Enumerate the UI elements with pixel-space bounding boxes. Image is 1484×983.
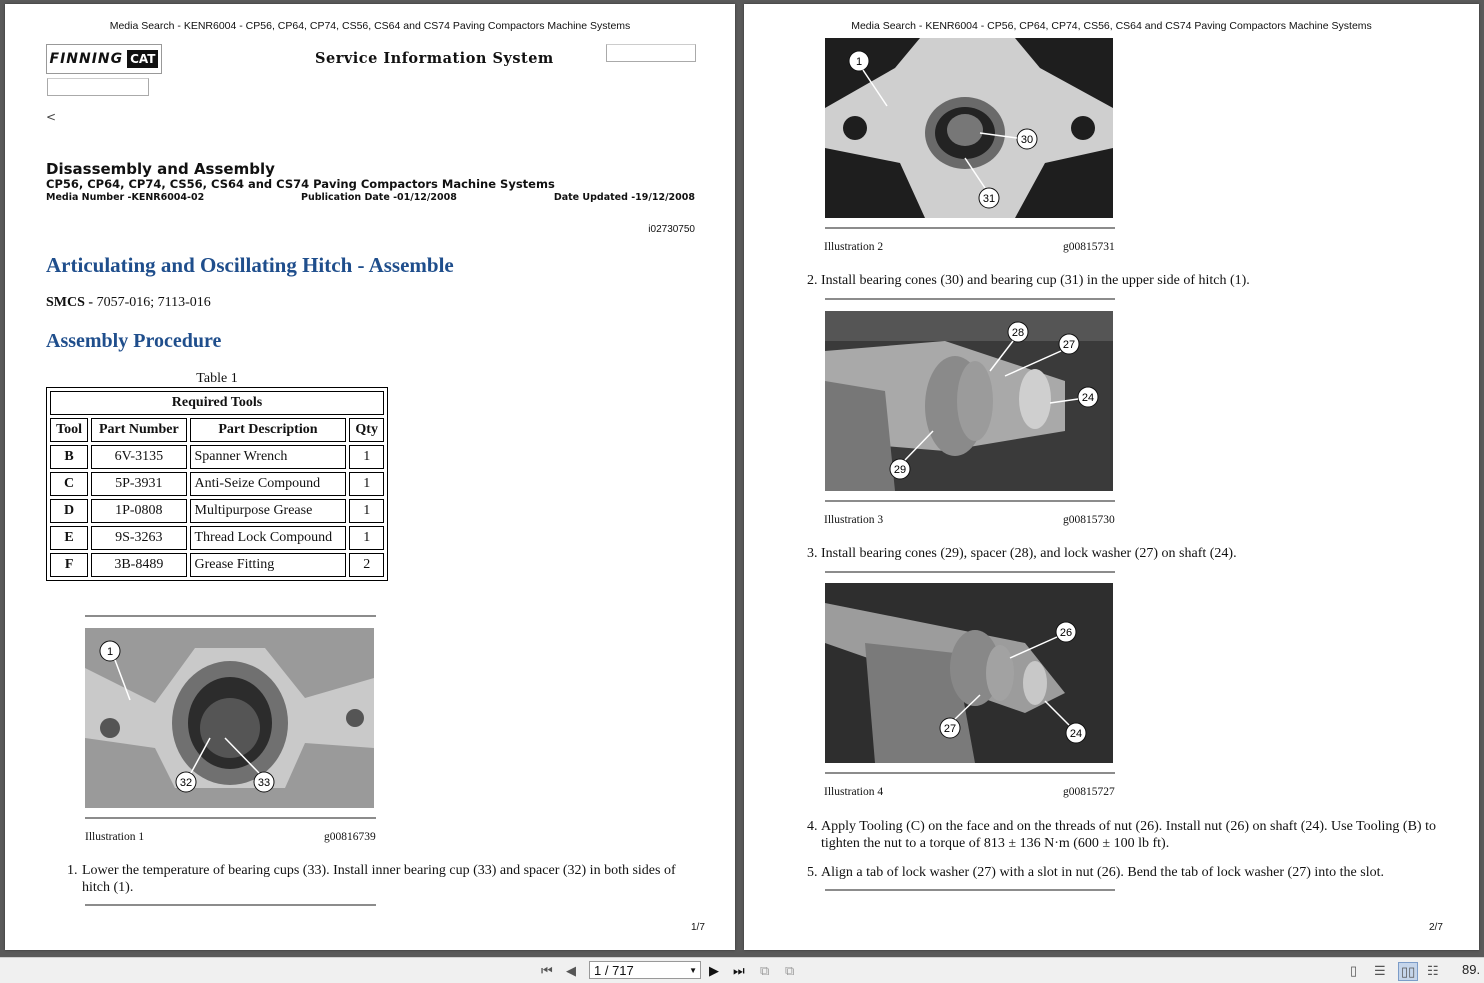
section-heading: Assembly Procedure [46, 330, 222, 352]
cell-part-number: 6V-3135 [91, 445, 186, 469]
illustration-1-photo [85, 628, 374, 808]
callout-label: 26 [1059, 627, 1073, 639]
sis-title: Service Information System [315, 50, 554, 67]
divider [85, 904, 376, 906]
step-number: 5. [807, 865, 818, 880]
pdf-page-2 [744, 4, 1479, 950]
cell-qty: 1 [349, 472, 384, 496]
required-tools-table [46, 387, 388, 581]
cell-qty: 2 [349, 553, 384, 577]
illustration-label: Illustration 4 [824, 786, 884, 798]
page-number: 1/7 [691, 922, 705, 933]
date-updated: Date Updated -19/12/2008 [553, 192, 695, 203]
cell-description: Multipurpose Grease [190, 499, 347, 523]
step-number: 1. [67, 863, 78, 878]
paste-icon[interactable]: ⧉ [785, 963, 795, 978]
cell-description: Anti-Seize Compound [190, 472, 347, 496]
table-row [50, 499, 384, 523]
table-row [50, 526, 384, 550]
cell-part-number: 9S-3263 [91, 526, 186, 550]
illustration-4-photo [825, 583, 1113, 763]
cell-description: Spanner Wrench [190, 445, 347, 469]
smcs-value: 7057-016; 7113-016 [93, 295, 211, 310]
step-text: Install bearing cones (30) and bearing cup (31) in the upper side of hitch (1). [821, 273, 1250, 288]
last-page-icon[interactable]: ⏭ [733, 963, 745, 978]
prev-page-icon[interactable]: ◀ [566, 963, 576, 978]
callout-label: 28 [1011, 327, 1025, 339]
illustration-label: Illustration 1 [85, 831, 145, 843]
empty-field-right [606, 44, 696, 62]
single-page-icon[interactable]: ▯ [1350, 963, 1358, 978]
smcs-label: SMCS - [46, 295, 94, 310]
finning-cat-logo [46, 44, 162, 74]
graphic-id: g00815731 [1063, 241, 1115, 253]
table-title: Required Tools [50, 391, 384, 415]
callout-label: 24 [1069, 728, 1083, 740]
step-text: Apply Tooling (C) on the face and on the threads of nut (26). Install nut (26) on shaft (24). Use Tooling (B) to tighten the nut to a torque of 813 ± 136 N·m (600 ± 100 lb ft). [821, 819, 1436, 851]
pdf-page-1 [5, 4, 735, 950]
divider [85, 817, 376, 819]
divider [85, 615, 376, 617]
publication-date: Publication Date -01/12/2008 [301, 192, 457, 203]
col-header: Tool [50, 418, 88, 442]
empty-field-left [47, 78, 149, 96]
page-title: Articulating and Oscillating Hitch - Assemble [46, 253, 454, 277]
callout-label: 29 [893, 464, 907, 476]
first-page-icon[interactable]: ⏮ [541, 963, 553, 978]
step-text: Align a tab of lock washer (27) with a slot in nut (26). Bend the tab of lock washer (27) into the slot. [821, 865, 1384, 880]
page-header: Media Search - KENR6004 - CP56, CP64, CP74, CS56, CS64 and CS74 Paving Compactors Machine Systems [851, 20, 1372, 32]
chevron-down-icon[interactable]: ▼ [689, 966, 697, 975]
illustration-label: Illustration 2 [824, 241, 884, 253]
table-row [50, 472, 384, 496]
divider [825, 298, 1115, 300]
doc-id: i02730750 [648, 224, 695, 235]
cell-description: Thread Lock Compound [190, 526, 347, 550]
outline-icon[interactable]: ☷ [1427, 963, 1439, 978]
copy-icon[interactable]: ⧉ [760, 963, 770, 978]
divider [825, 889, 1115, 891]
cell-qty: 1 [349, 526, 384, 550]
step-number: 3. [807, 546, 818, 561]
divider [825, 772, 1115, 774]
callout-label: 1 [106, 646, 114, 658]
divider [825, 227, 1115, 229]
col-header: Qty [349, 418, 384, 442]
step-text: Install bearing cones (29), spacer (28), and lock washer (27) on shaft (24). [821, 546, 1237, 561]
callout-label: 27 [943, 723, 957, 735]
cell-qty: 1 [349, 445, 384, 469]
divider [825, 500, 1115, 502]
col-header: Part Number [91, 418, 186, 442]
callout-label: 27 [1062, 339, 1076, 351]
continuous-icon[interactable]: ☰ [1374, 963, 1386, 978]
callout-label: 33 [257, 777, 271, 789]
callout-label: 1 [855, 56, 863, 68]
logo-brand: FINNING [49, 51, 124, 67]
page-field-value: 1 / 717 [594, 963, 634, 978]
cell-description: Grease Fitting [190, 553, 347, 577]
cell-tool: E [50, 526, 88, 550]
page-number: 2/7 [1429, 922, 1443, 933]
step-number: 2. [807, 273, 818, 288]
doc-subtitle: CP56, CP64, CP74, CS56, CS64 and CS74 Paving Compactors Machine Systems [46, 177, 555, 191]
graphic-id: g00816739 [324, 831, 376, 843]
back-arrow-icon[interactable]: < [46, 110, 57, 124]
cell-tool: D [50, 499, 88, 523]
table-row [50, 445, 384, 469]
callout-label: 30 [1020, 134, 1034, 146]
zoom-level[interactable]: 89. [1462, 962, 1481, 977]
page-number-input[interactable] [589, 961, 701, 979]
illustration-3-photo [825, 311, 1113, 491]
col-header: Part Description [190, 418, 347, 442]
logo-cat-mark: CAT [127, 50, 158, 68]
table-caption: Table 1 [196, 371, 238, 386]
callout-label: 31 [982, 193, 996, 205]
callout-label: 32 [179, 777, 193, 789]
doc-title: Disassembly and Assembly [46, 160, 275, 178]
next-page-icon[interactable]: ▶ [709, 963, 719, 978]
smcs-line [46, 295, 211, 311]
viewer-toolbar [0, 957, 1484, 983]
cell-tool: F [50, 553, 88, 577]
graphic-id: g00815730 [1063, 514, 1115, 526]
table-row [50, 553, 384, 577]
divider [825, 571, 1115, 573]
two-page-icon[interactable]: ▯▯ [1398, 962, 1418, 981]
cell-part-number: 3B-8489 [91, 553, 186, 577]
step-number: 4. [807, 819, 818, 834]
page-header: Media Search - KENR6004 - CP56, CP64, CP74, CS56, CS64 and CS74 Paving Compactors Machine Systems [109, 20, 631, 32]
illustration-label: Illustration 3 [824, 514, 884, 526]
cell-qty: 1 [349, 499, 384, 523]
cell-tool: B [50, 445, 88, 469]
media-number: Media Number -KENR6004-02 [46, 192, 205, 203]
cell-part-number: 1P-0808 [91, 499, 186, 523]
cell-tool: C [50, 472, 88, 496]
cell-part-number: 5P-3931 [91, 472, 186, 496]
graphic-id: g00815727 [1063, 786, 1115, 798]
step-text: Lower the temperature of bearing cups (33). Install inner bearing cup (33) and spacer (32) in both sides of hitch (1). [82, 863, 676, 895]
illustration-2-photo [825, 38, 1113, 218]
callout-label: 24 [1081, 392, 1095, 404]
